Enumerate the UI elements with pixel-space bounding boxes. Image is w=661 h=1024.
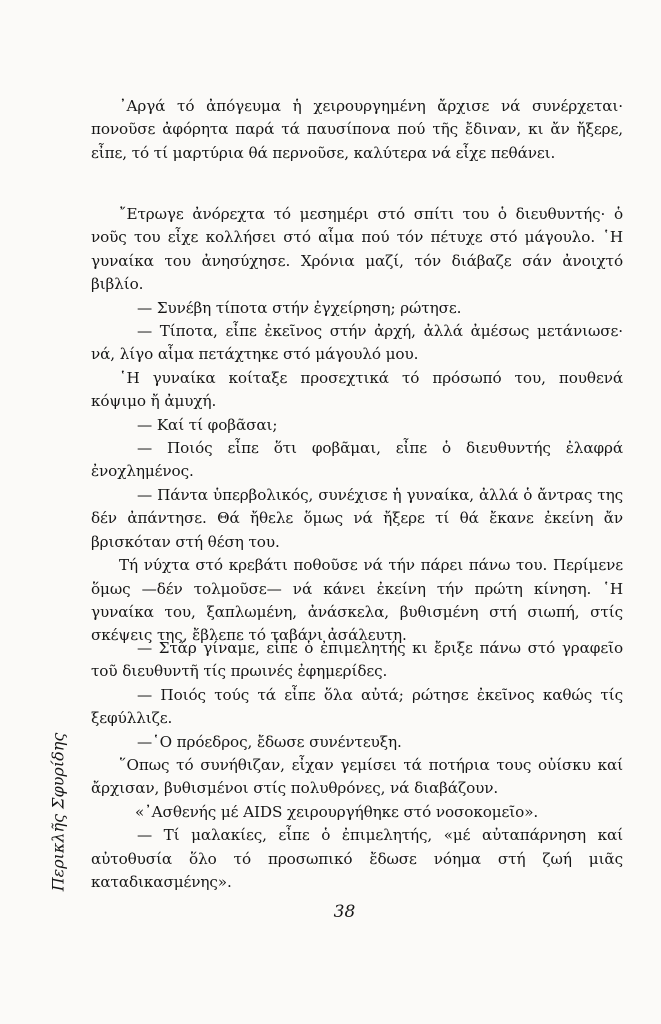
author-name: Περικλῆς Σφυρίδης: [48, 732, 68, 892]
paragraph: Τή νύχτα στό κρεβάτι ποθοῦσε νά τήν πάρει πάνω του. Περίμενε ὅμως —δέν τολμοῦσε— νά κάνει ἐκείνη τήν πρώτη κίνηση. ῾Η γυναίκα του, ξαπλωμένη, ἀνάσκελα, βυθισμένη στή σιωπή, στίς σκέψεις της, ἔβλεπε τό ταβάνι ἀσάλευτη.: [91, 556, 623, 645]
paragraph: ῾Η γυναίκα κοίταξε προσεχτικά τό πρόσωπό του, πουθενά κόψιμο ἤ ἀμυχή.: [91, 368, 623, 411]
dialogue-line: — Καί τί φοβᾶσαι;: [137, 415, 278, 434]
section-2: [91, 203, 623, 648]
paragraph: ῞Οπως τό συνήθιζαν, εἶχαν γεμίσει τά ποτήρια τους οὐίσκυ καί ἄρχισαν, βυθισμένοι στίς πολυθρόνες, νά διαβάζουν.: [91, 756, 623, 798]
dialogue-line: — Ποιός τούς τά εἶπε ὅλα αὐτά; ρώτησε ἐκεῖνος καθώς τίς ξεφύλλιζε.: [91, 685, 623, 728]
dialogue-line: — Στάρ γίναμε, εἶπε ὁ ἐπιμελητής κι ἔριξε πάνω στό γραφεῖο τοῦ διευθυντῆ τίς πρωινές ἐφημερίδες.: [91, 639, 623, 681]
newspaper-headline: «᾽Ασθενής μέ AIDS χειρουργήθηκε στό νοσοκομεῖο».: [135, 802, 539, 821]
dialogue-line: — Πάντα ὑπερβολικός, συνέχισε ἡ γυναίκα, ἀλλά ὁ ἄντρας της δέν ἀπάντησε. Θά ἤθελε ὅμως νά ἤξερε τί θά ἔκανε ἐκείνη ἄν βρισκόταν στή θέση του.: [91, 485, 623, 551]
dialogue-line: — Ποιός εἶπε ὅτι φοβᾶμαι, εἶπε ὁ διευθυντής ἐλαφρά ἐνοχλημένος.: [91, 439, 623, 481]
section-3: [91, 637, 623, 894]
dialogue-line: — Συνέβη τίποτα στήν ἐγχείρηση; ρώτησε.: [137, 298, 462, 317]
dialogue-line: — Τί μαλακίες, εἶπε ὁ ἐπιμελητής, «μέ αὐταπάρνηση καί αὐτοθυσία ὅλο τό προσωπικό ἔδωσε νόημα στή ζωή μιᾶς καταδικασμένης».: [91, 826, 623, 892]
paragraph: ᾽Αργά τό ἀπόγευμα ἡ χειρουργημένη ἄρχισε νά συνέρχεται· πονοῦσε ἀφόρητα παρά τά παυσίπονα πού τῆς ἔδιναν, κι ἄν ἤξερε, εἶπε, τό τί μαρτύρια θά περνοῦσε, καλύτερα νά εἶχε πεθάνει.: [91, 97, 623, 162]
section-1: [91, 95, 623, 165]
dialogue-line: — Τίποτα, εἶπε ἐκεῖνος στήν ἀρχή, ἀλλά ἀμέσως μετάνιωσε· νά, λίγο αἷμα πετάχτηκε στό μάγουλό μου.: [91, 322, 623, 364]
dialogue-line: —῾Ο πρόεδρος, ἔδωσε συνέντευξη.: [137, 732, 402, 751]
page-number: 38: [333, 902, 356, 922]
paragraph: ῎Ετρωγε ἀνόρεχτα τό μεσημέρι στό σπίτι του ὁ διευθυντής· ὁ νοῦς του εἶχε κολλήσει στό αἷμα πού τόν πέτυχε στό μάγουλο. ῾Η γυναίκα του ἀνησύχησε. Χρόνια μαζί, τόν διάβαζε σάν ἀνοιχτό βιβλίο.: [91, 205, 623, 294]
